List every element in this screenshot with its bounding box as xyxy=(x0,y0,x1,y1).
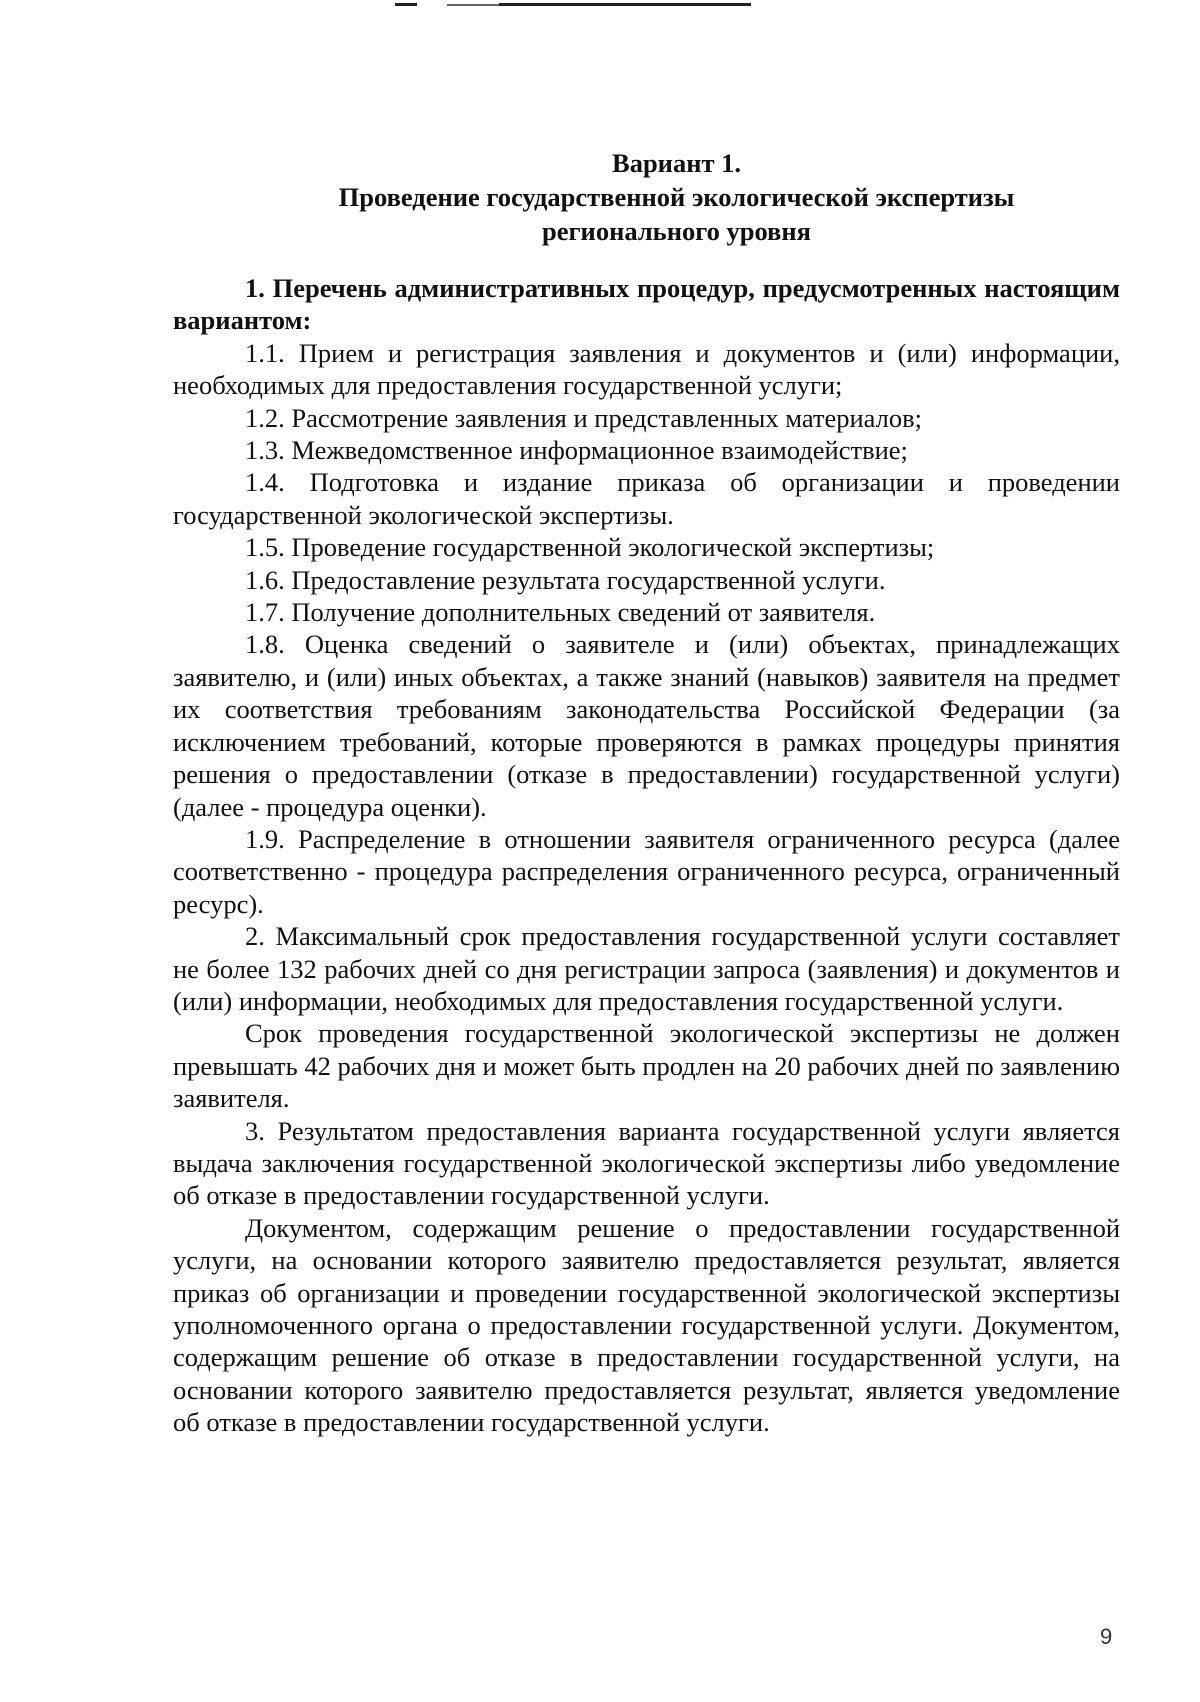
paragraph: Документом, содержащим решение о предоставлении государственной услуги, на основании которого заявителю предоставляется результат, является приказ об организации и проведении государственной экологической экспертизы уполномоченного органа о предоставлении государственной услуги. Документом, содержащим решение об отказе в предоставлении государственной услуги, на основании которого заявителю предоставляется результат, является уведомление об отказе в предоставлении государственной услуги. xyxy=(173,1212,1120,1438)
paragraph: 3. Результатом предоставления варианта государственной услуги является выдача заключения государственной экологической экспертизы либо уведомление об отказе в предоставлении государственной услуги. xyxy=(173,1115,1120,1211)
top-edge-mark xyxy=(395,0,755,10)
paragraph: 1.1. Прием и регистрация заявления и документов и (или) информации, необходимых для предоставления государственной услуги; xyxy=(173,337,1120,401)
page-number: 9 xyxy=(1100,1624,1113,1649)
paragraph: 1.8. Оценка сведений о заявителе и (или) объектах, принадлежащих заявителю, и (или) иных объектах, а также знаний (навыков) заявителя на предмет их соответствия требованиям законодательства Российской Федерации (за исключением требований, которые проверяются в рамках процедуры принятия решения о предоставлении (отказе в предоставлении) государственной услуги) (далее - процедура оценки). xyxy=(173,629,1120,822)
document-page xyxy=(173,146,1120,1439)
heading-line-2: регионального уровня xyxy=(542,216,811,246)
paragraph: 1.2. Рассмотрение заявления и представленных материалов; xyxy=(245,402,923,433)
variant-title: Вариант 1. xyxy=(612,148,741,178)
document-heading xyxy=(173,146,1120,248)
paragraph: 1.7. Получение дополнительных сведений от заявителя. xyxy=(245,597,876,628)
paragraph: 1.4. Подготовка и издание приказа об организации и проведении государственной экологической экспертизы. xyxy=(173,467,1120,530)
paragraph: Срок проведения государственной экологической экспертизы не должен превышать 42 рабочих дня и может быть продлен на 20 рабочих дней по заявлению заявителя. xyxy=(173,1018,1120,1114)
paragraph: 1.3. Межведомственное информационное взаимодействие; xyxy=(245,435,908,466)
section-heading: 1. Перечень административных процедур, предусмотренных настоящим вариантом: xyxy=(173,273,1120,336)
paragraph: 1.6. Предоставление результата государственной услуги. xyxy=(245,564,886,595)
paragraph: 1.9. Распределение в отношении заявителя ограниченного ресурса (далее соответственно - процедура распределения ограниченного ресурса, ограниченный ресурс). xyxy=(173,823,1120,919)
heading-line-1: Проведение государственной экологической экспертизы xyxy=(338,182,1015,212)
document-body xyxy=(173,272,1120,1439)
paragraph: 1.5. Проведение государственной экологической экспертизы; xyxy=(245,532,935,563)
paragraph: 2. Максимальный срок предоставления государственной услуги составляет не более 132 рабочих дней со дня регистрации запроса (заявления) и документов и (или) информации, необходимых для предоставления государственной услуги. xyxy=(173,921,1120,1016)
